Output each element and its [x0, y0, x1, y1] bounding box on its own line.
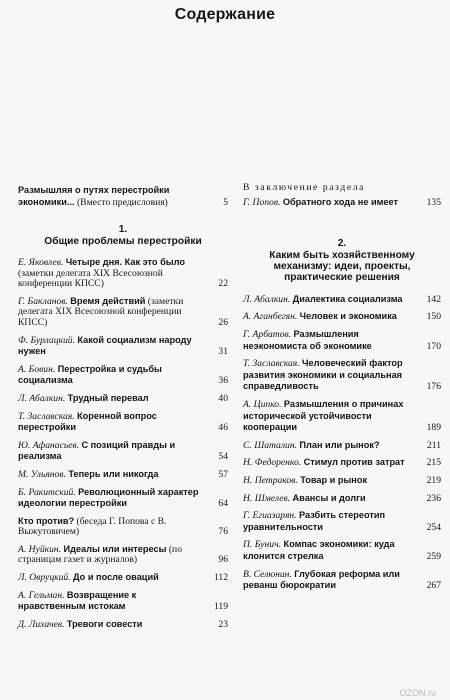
entry-title: План или рынок?: [299, 439, 380, 450]
section-2-heading: [243, 238, 441, 284]
toc-entry: [18, 544, 228, 566]
toc-entry: [18, 572, 228, 584]
entry-author: Л. Абалкин.: [18, 392, 66, 404]
entry-author: П. Бунич.: [243, 539, 282, 551]
toc-entry-intro: [18, 185, 228, 208]
toc-entry: [243, 358, 441, 393]
entry-note: (беседа Г. Попова с В. Выжутовичем): [18, 515, 167, 538]
entry-author: А. Гельман.: [18, 589, 65, 601]
toc-right-column: [243, 183, 441, 598]
entry-title: Человеческий фактор развития экономики и социальная справедливость: [243, 358, 403, 392]
entry-note: (по страницам газет и журналов): [18, 543, 182, 566]
toc-entry: [18, 590, 228, 613]
entry-author: Г. Бакланов.: [18, 295, 68, 307]
entry-title: До и после оваций: [73, 572, 159, 583]
entry-page: 215: [426, 457, 441, 469]
entry-page: 254: [426, 521, 441, 533]
entry-title: Авансы и долги: [292, 492, 366, 503]
entry-title: Теперь или никогда: [68, 468, 159, 479]
entry-author: А. Аганбегян.: [243, 311, 298, 323]
toc-entry: [18, 364, 228, 387]
toc-left-column: [18, 185, 228, 636]
entry-title: Кто против?: [18, 515, 75, 526]
entry-author: А. Нуйкин.: [18, 543, 62, 555]
toc-entry: [243, 475, 441, 487]
entry-page: 64: [218, 498, 228, 510]
conclusion-heading: В заключение раздела: [243, 182, 365, 193]
entry-title: Обратного хода не имеет: [282, 196, 399, 207]
toc-entry: [243, 440, 441, 452]
entry-title: Идеалы или интересы: [63, 543, 167, 554]
toc-entry: [18, 296, 228, 329]
toc-entry: [243, 329, 441, 352]
entry-page: 267: [426, 580, 441, 592]
entry-page: 40: [218, 392, 228, 404]
toc-entry: [18, 393, 228, 405]
entry-author: Л. Овруцкий.: [18, 572, 71, 584]
entry-page: 142: [426, 293, 441, 305]
entry-title: Трудный перевал: [67, 392, 149, 403]
entry-title: Время действий: [70, 295, 146, 306]
entry-title: Размышляя о путях перестройки экономики...: [18, 185, 170, 207]
entry-author: А. Ципко.: [243, 398, 282, 410]
entry-page: 219: [426, 474, 441, 486]
toc-entry-conclusion: [243, 197, 441, 209]
entry-author: Т. Заславская.: [18, 410, 75, 422]
entry-title: Размышления о причинах исторической устойчивости кооперации: [243, 398, 404, 433]
toc-entry: [243, 539, 441, 562]
toc-entry: [18, 257, 228, 290]
entry-author: С. Шаталин.: [243, 439, 297, 451]
entry-author: В. Селюнин.: [243, 568, 292, 580]
entry-author: Н. Шмелев.: [243, 492, 291, 504]
toc-entry: [18, 335, 228, 358]
entry-author: Е. Яковлев.: [18, 257, 64, 268]
entry-author: Н. Федоренко.: [243, 457, 302, 469]
entry-page: 26: [218, 316, 228, 328]
entry-note: (заметки делегата XIX Всесоюзной конференции КПСС): [18, 295, 184, 328]
entry-note: (заметки делегата XIX Всесоюзной конференции КПСС): [18, 267, 163, 290]
entry-page: 176: [426, 381, 441, 393]
entry-title: Возвращение к нравственным истокам: [18, 589, 137, 612]
entry-title: С позиций правды и реализма: [18, 439, 176, 462]
entry-title: Коренной вопрос перестройки: [18, 410, 157, 433]
entry-page: 46: [218, 422, 228, 434]
entry-page: 112: [213, 572, 228, 584]
toc-entry: [18, 487, 228, 510]
entry-page: 54: [218, 451, 228, 463]
entry-page: 189: [426, 422, 441, 434]
entry-page: 5: [223, 196, 228, 208]
entry-author: Г. Егиазарян.: [243, 510, 297, 522]
entry-author: Г. Арбатов.: [243, 329, 292, 340]
entry-page: 236: [426, 492, 441, 504]
entry-title: Диалектика социализма: [292, 293, 403, 304]
entry-page: 119: [213, 601, 228, 613]
entry-title: Товар и рынок: [300, 474, 368, 485]
toc-entry: [243, 510, 441, 533]
entry-author: Б. Ракитский.: [18, 486, 76, 498]
entry-title: Глубокая реформа или реванш бюрократии: [243, 568, 400, 591]
entry-title: Размышления неэкономиста об экономике: [243, 329, 372, 351]
entry-author: Ф. Бурлацкий.: [18, 334, 75, 346]
entry-page: 31: [218, 346, 228, 358]
toc-entry: [18, 469, 228, 481]
entry-author: Н. Петраков.: [243, 474, 298, 486]
section-title: Общие проблемы перестройки: [44, 235, 202, 247]
entry-page: 36: [218, 375, 228, 387]
entry-page: 170: [426, 340, 441, 352]
page-title: Содержание: [174, 6, 276, 23]
entry-page: 96: [218, 554, 228, 566]
toc-entry: [18, 516, 228, 538]
entry-page: 22: [218, 278, 228, 290]
section-number: 1.: [118, 224, 128, 236]
toc-entry: [243, 569, 441, 592]
toc-entry: [18, 619, 228, 631]
section-1-heading: [18, 224, 228, 247]
toc-entries-left: [18, 257, 228, 630]
toc-entry: [18, 440, 228, 463]
entry-author: Л. Абалкин.: [243, 293, 291, 305]
watermark: OZON.ru: [399, 688, 436, 698]
entry-title: Тревоги совести: [66, 618, 143, 629]
entry-title: Революционный характер идеологии перестройки: [18, 486, 199, 509]
entry-page: 259: [426, 550, 441, 562]
entry-page: 211: [426, 439, 441, 451]
section-number: 2.: [337, 238, 347, 250]
toc-entry: [18, 411, 228, 434]
toc-entry: [243, 399, 441, 434]
entry-page: 57: [218, 468, 228, 480]
entry-title: Человек и экономика: [299, 311, 397, 322]
entry-title: Перестройка и судьбы социализма: [18, 363, 162, 386]
toc-entry: [243, 457, 441, 469]
entry-title: Разбить стереотип уравнительности: [243, 510, 386, 532]
entry-author: Ю. Афанасьев.: [18, 439, 80, 451]
entry-author: М. Ульянов.: [18, 468, 66, 480]
toc-entry: [243, 294, 441, 306]
entry-page: 135: [426, 196, 441, 208]
entry-page: 76: [218, 526, 228, 538]
toc-entry: [243, 493, 441, 505]
entry-author: А. Бовин.: [18, 363, 56, 375]
entry-author: Г. Попов.: [243, 196, 281, 208]
toc-entries-right: [243, 294, 441, 592]
entry-title: Компас экономики: куда клонится стрелка: [243, 539, 395, 561]
entry-title: Какой социализм народу нужен: [18, 334, 192, 357]
entry-author: Т. Заславская.: [243, 358, 300, 370]
entry-title: Четыре дня. Как это было: [65, 257, 185, 267]
entry-page: 23: [218, 618, 228, 630]
entry-title: Стимул против затрат: [303, 457, 405, 468]
entry-page: 150: [426, 311, 441, 323]
entry-note: (Вместо предисловия): [76, 196, 168, 208]
entry-author: Д. Лихачев.: [18, 618, 65, 630]
toc-entry: [243, 311, 441, 323]
section-title: Каким быть хозяйственному механизму: идеи, проекты, практические решения: [269, 249, 415, 284]
